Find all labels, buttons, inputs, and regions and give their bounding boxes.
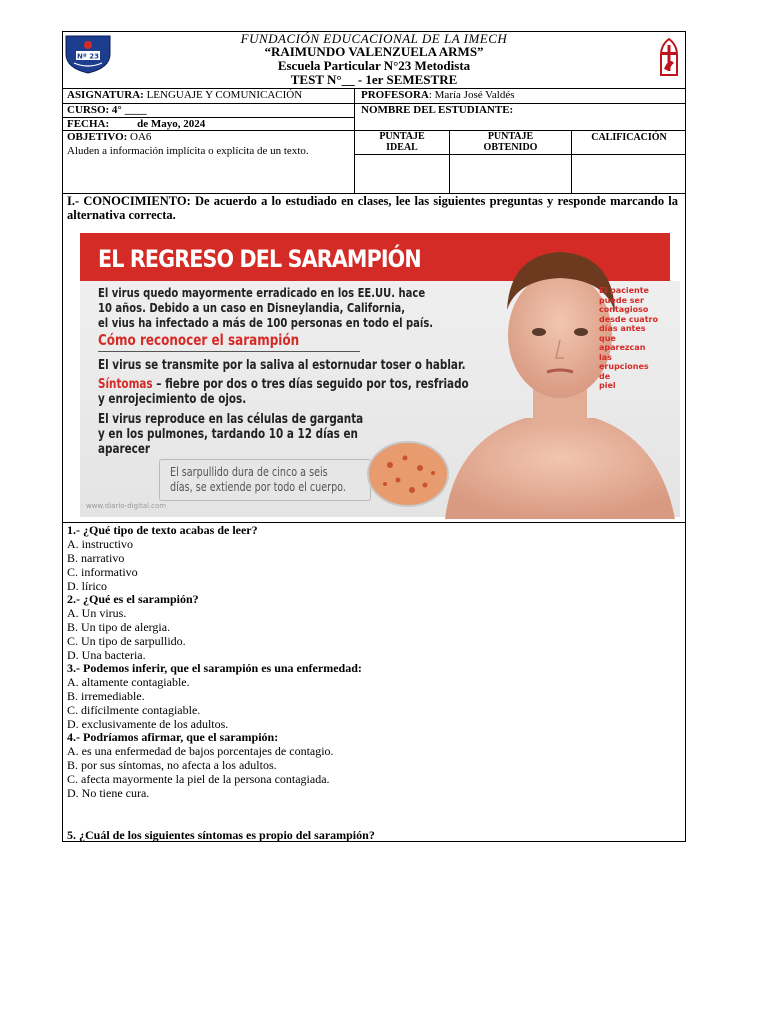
question-4: 4.- Podríamos afirmar, que el sarampión: [67, 730, 279, 744]
rash-closeup [365, 440, 451, 508]
option[interactable]: B. narrativo [67, 551, 125, 565]
puntaje-ideal-line2: IDEAL [386, 142, 418, 153]
fecha-value: de Mayo, 2024 [137, 118, 206, 130]
rash-note-box [159, 459, 371, 501]
side-line: puede ser [599, 295, 644, 305]
svg-text:Nº 23: Nº 23 [77, 52, 99, 61]
side-line: aparezcan las [599, 343, 646, 362]
profesora-value: : María José Valdés [428, 89, 515, 101]
school-subtitle: Escuela Particular N°23 Metodista [277, 58, 471, 73]
test-title: TEST N°__ - 1er SEMESTRE [290, 72, 458, 87]
question-5: 5. ¿Cuál de los siguientes síntomas es propio del sarampión? [67, 828, 375, 842]
measles-infographic [80, 230, 683, 519]
calificacion-input[interactable] [572, 155, 685, 192]
option[interactable]: B. irremediable. [67, 689, 145, 703]
rash-note [170, 465, 346, 495]
puntaje-obtenido-header [450, 131, 571, 153]
puntaje-ideal-input[interactable] [355, 155, 448, 192]
side-line: El paciente [599, 286, 649, 295]
objetivo-label: OBJETIVO: [67, 131, 128, 143]
p4-line: y en los pulmones, tardando 10 a 12 días en [98, 427, 358, 442]
section-text: De acuerdo a lo estudiado en clases, lee las siguientes preguntas y responde marcando la alternativa correcta. [67, 194, 679, 222]
side-line: contagioso [599, 305, 649, 314]
option[interactable]: B. Un tipo de alergia. [67, 620, 171, 634]
infographic-subtitle: Cómo reconocer el sarampión [98, 331, 300, 349]
p1-line: El virus quedo mayormente erradicado en los EE.UU. hace [98, 285, 426, 300]
option[interactable]: A. instructivo [67, 537, 133, 551]
puntaje-ideal-line1: PUNTAJE [379, 131, 425, 142]
question-1: 1.- ¿Qué tipo de texto acabas de leer? [67, 523, 258, 537]
infographic-paragraph-1 [98, 285, 433, 330]
infographic-paragraph-3 [98, 377, 469, 407]
p3-line: y enrojecimiento de ojos. [98, 392, 247, 407]
fecha-label: FECHA: [67, 118, 110, 130]
section-label: I.- CONOCIMIENTO: [67, 194, 191, 208]
asignatura-field [67, 89, 302, 102]
option[interactable]: C. afecta mayormente la piel de la persona contagiada. [67, 772, 330, 786]
objetivo-field [67, 131, 151, 144]
p4-line: El virus reproduce en las células de garganta [98, 412, 364, 427]
option[interactable]: D. lírico [67, 579, 107, 593]
option[interactable]: C. Un tipo de sarpullido. [67, 634, 186, 648]
option[interactable]: D. exclusivamente de los adultos. [67, 717, 229, 731]
option[interactable]: A. altamente contagiable. [67, 675, 190, 689]
side-line: desde cuatro [599, 314, 658, 324]
student-name-field[interactable]: NOMBRE DEL ESTUDIANTE: [361, 104, 514, 116]
side-line: días antes que [599, 324, 646, 343]
section-instruction [67, 194, 678, 222]
infographic-paragraph-2: El virus se transmite por la saliva al estornudar toser o hablar. [98, 358, 466, 373]
option[interactable]: C. informativo [67, 565, 138, 579]
subtitle-underline [98, 351, 360, 352]
profesora-field [361, 89, 515, 102]
p3-line: – fiebre por dos o tres días seguido por tos, resfriado [152, 377, 469, 392]
asignatura-label: ASIGNATURA: [67, 89, 144, 101]
curso-field[interactable]: CURSO: 4° ____ [67, 104, 147, 116]
p1-line: 10 años. Debido a un caso en Disneylandia, California, [98, 300, 406, 315]
side-line: erupciones de [599, 362, 649, 381]
p1-line: el vius ha infectado a más de 100 personas en todo el país. [98, 315, 434, 330]
infographic-title: EL REGRESO DEL SARAMPIÓN [98, 245, 421, 273]
contagion-side-note [599, 286, 661, 391]
side-line: piel [599, 381, 616, 390]
profesora-label: PROFESORA [361, 89, 429, 101]
option[interactable]: B. por sus síntomas, no afecta a los adultos. [67, 758, 277, 772]
rash-line: El sarpullido dura de cinco a seis [170, 465, 328, 479]
question-2: 2.- ¿Qué es el sarampión? [67, 592, 199, 606]
symptoms-label: Síntomas [98, 377, 153, 392]
objetivo-description: Aluden a información implícita o explícita de un texto. [67, 145, 309, 157]
puntaje-obtenido-line2: OBTENIDO [483, 142, 538, 153]
puntaje-obtenido-line1: PUNTAJE [487, 131, 534, 142]
puntaje-obtenido-input[interactable] [450, 155, 570, 192]
puntaje-ideal-header [355, 131, 449, 153]
option[interactable]: A. es una enfermedad de bajos porcentajes de contagio. [67, 744, 334, 758]
rash-line: días, se extiende por todo el cuerpo. [170, 480, 346, 494]
calificacion-header: CALIFICACIÓN [591, 132, 667, 143]
option[interactable]: D. Una bacteria. [67, 648, 146, 662]
option[interactable]: C. difícilmente contagiable. [67, 703, 201, 717]
school-name: “RAIMUNDO VALENZUELA ARMS” [264, 44, 484, 59]
infographic-paragraph-4 [98, 412, 363, 457]
option[interactable]: D. No tiene cura. [67, 786, 150, 800]
foundation-title: FUNDACIÓN EDUCACIONAL DE LA IMECH [240, 31, 508, 46]
asignatura-value: LENGUAJE Y COMUNICACIÓN [143, 89, 303, 101]
infographic-credit: www.diario-digital.com [86, 502, 167, 510]
objetivo-value: OA6 [127, 131, 152, 143]
option[interactable]: A. Un virus. [67, 606, 127, 620]
fecha-field[interactable] [67, 118, 205, 131]
question-3: 3.- Podemos inferir, que el sarampión es una enfermedad: [67, 661, 362, 675]
p4-line: aparecer [98, 442, 151, 457]
